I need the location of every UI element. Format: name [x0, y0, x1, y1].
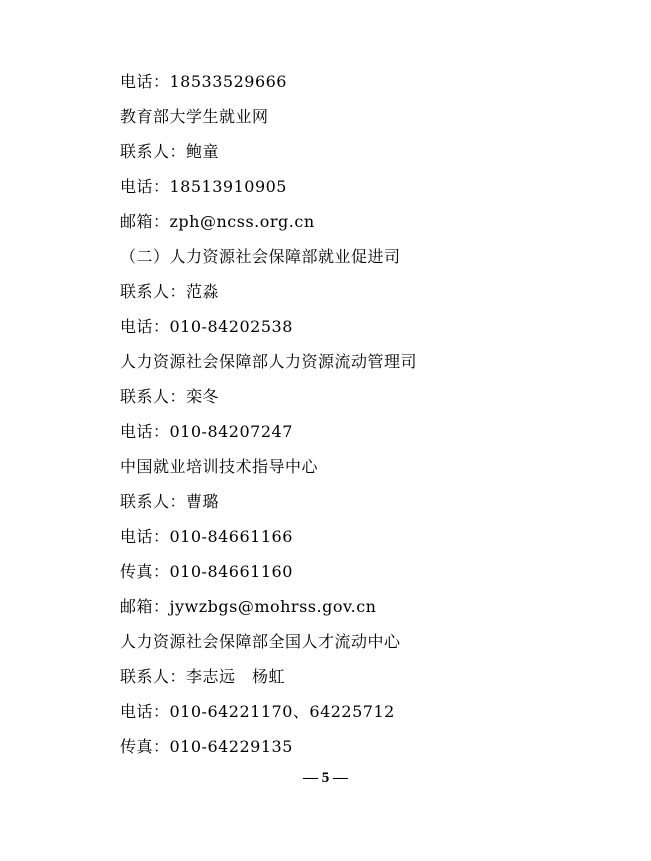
page-number: — 5 — [303, 770, 348, 786]
text-line: 联系人：曹璐 [120, 492, 220, 511]
text-line: 中国就业培训技术指导中心 [120, 457, 319, 476]
text-line: 传真：010-64229135 [120, 737, 293, 756]
text-line: 电话：010-64221170、64225712 [120, 702, 395, 721]
text-line: 教育部大学生就业网 [120, 107, 269, 126]
text-line: 联系人：栾冬 [120, 387, 220, 406]
contact-list [120, 64, 417, 764]
text-line: 电话：010-84661166 [120, 527, 293, 546]
text-line: 联系人：鲍童 [120, 142, 220, 161]
text-line: 电话：18513910905 [120, 177, 287, 196]
text-line: 邮箱：zph@ncss.org.cn [120, 212, 315, 231]
section-heading: （二）人力资源社会保障部就业促进司 [120, 247, 401, 266]
text-line: 邮箱：jywzbgs@mohrss.gov.cn [120, 597, 377, 616]
text-line: 电话：010-84207247 [120, 422, 293, 441]
text-line: 电话：18533529666 [120, 72, 287, 91]
text-line: 电话：010-84202538 [120, 317, 293, 336]
text-line: 联系人：范淼 [120, 282, 220, 301]
text-line: 传真：010-84661160 [120, 562, 293, 581]
text-line: 联系人：李志远 杨虹 [120, 667, 286, 686]
text-line: 人力资源社会保障部人力资源流动管理司 [120, 352, 418, 371]
text-line: 人力资源社会保障部全国人才流动中心 [120, 632, 401, 651]
